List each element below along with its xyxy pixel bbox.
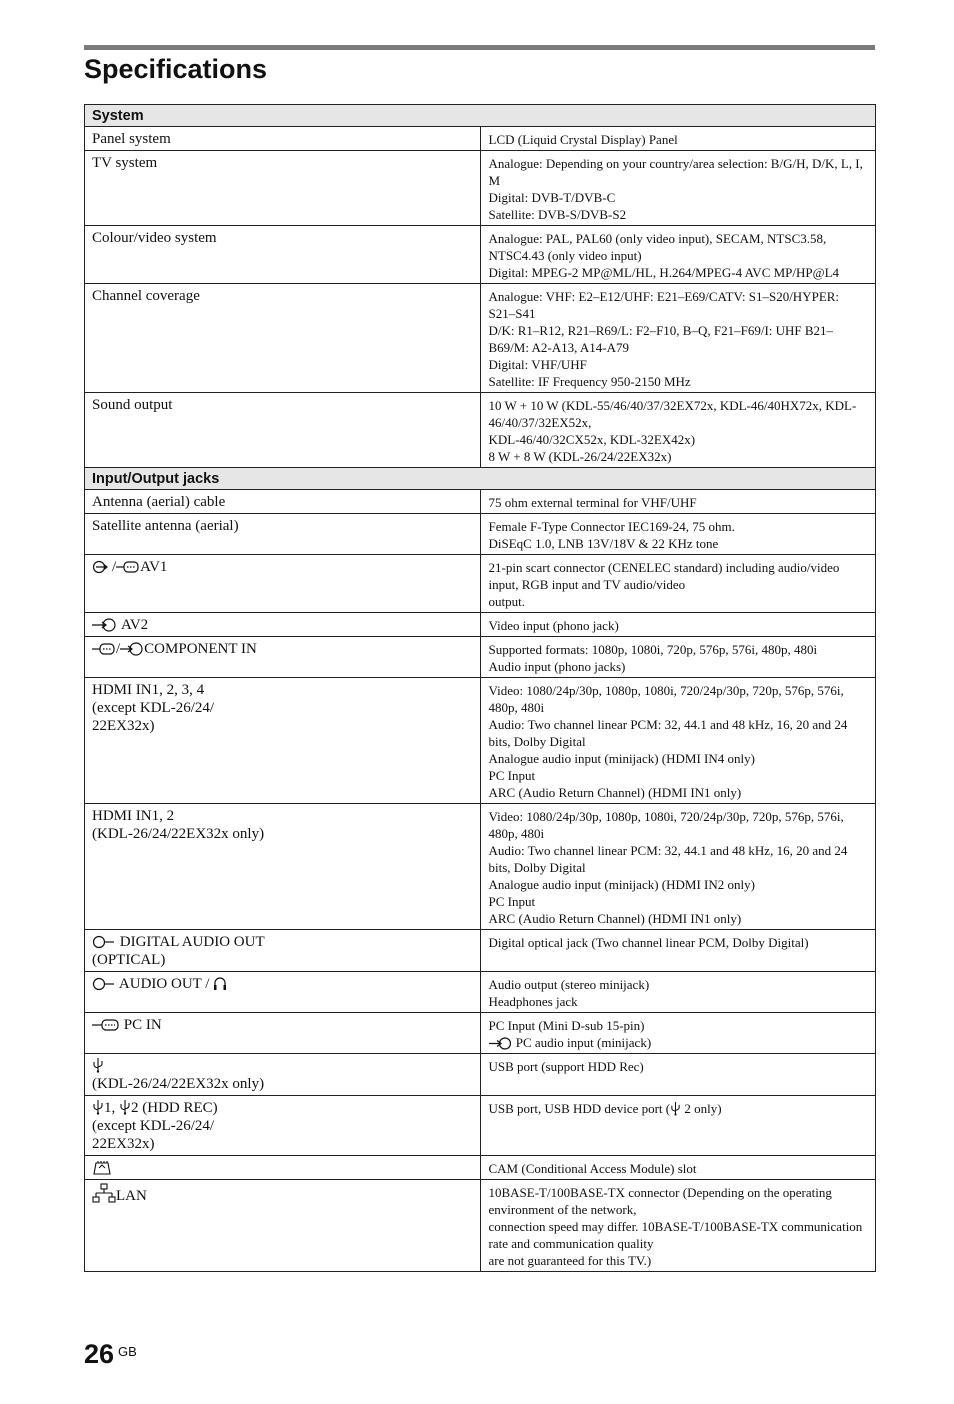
spec-value xyxy=(480,1096,876,1156)
input-output-jack-icon xyxy=(92,560,112,574)
usb-icon xyxy=(670,1101,681,1116)
table-row xyxy=(85,1156,876,1180)
value-text: USB port, USB HDD device port ( xyxy=(488,1101,671,1116)
value-line: output. xyxy=(488,594,525,609)
label-text: 2 (HDD REC) xyxy=(131,1100,218,1116)
value-line: 10 W + 10 W (KDL-55/46/40/37/32EX72x, KDL-46/40HX72x, KDL-46/40/37/32EX52x, xyxy=(488,398,857,430)
spec-value: LCD (Liquid Crystal Display) Panel xyxy=(480,127,876,151)
label-line: (except KDL-26/24/ xyxy=(92,700,215,716)
value-line: 10BASE-T/100BASE-TX connector (Depending on the operating environment of the network, xyxy=(488,1185,832,1217)
table-row xyxy=(85,490,876,514)
table-row xyxy=(85,678,876,804)
table-row xyxy=(85,226,876,284)
output-jack-icon xyxy=(92,977,116,991)
spec-label xyxy=(85,804,481,930)
label-line: (OPTICAL) xyxy=(92,952,166,968)
spec-value xyxy=(480,1180,876,1272)
spec-label xyxy=(85,1013,481,1054)
table-row xyxy=(85,1054,876,1096)
value-line: are not guaranteed for this TV.) xyxy=(488,1253,652,1268)
value-line: Audio output (stereo minijack) xyxy=(488,977,650,992)
spec-label xyxy=(85,1156,481,1180)
spec-value xyxy=(480,555,876,613)
label-line: (except KDL-26/24/ xyxy=(92,1118,215,1134)
label-separator: / xyxy=(112,559,117,575)
spec-value xyxy=(480,393,876,468)
label-line: 22EX32x) xyxy=(92,1136,155,1152)
value-line: Satellite: IF Frequency 950-2150 MHz xyxy=(488,374,691,389)
section-heading: System xyxy=(85,105,876,127)
spec-value xyxy=(480,514,876,555)
spec-value xyxy=(480,151,876,226)
value-line xyxy=(489,1034,870,1051)
spec-value xyxy=(480,1013,876,1054)
table-row xyxy=(85,637,876,678)
value-text: PC audio input (minijack) xyxy=(512,1035,652,1050)
spec-label: Sound output xyxy=(85,393,481,468)
headphones-icon xyxy=(213,976,227,991)
label-text: AV2 xyxy=(120,617,149,633)
spec-label xyxy=(85,1054,481,1096)
label-separator: / xyxy=(116,641,121,657)
label-line xyxy=(92,1099,474,1117)
label-line: (KDL-26/24/22EX32x only) xyxy=(92,1076,265,1092)
table-row xyxy=(85,972,876,1013)
label-line: HDMI IN1, 2, 3, 4 xyxy=(92,682,205,698)
label-line: HDMI IN1, 2 xyxy=(92,808,175,824)
table-row xyxy=(85,930,876,972)
top-rule xyxy=(84,45,875,50)
value-line: connection speed may differ. 10BASE-T/100BASE-TX communication rate and communication quality xyxy=(488,1219,863,1251)
cam-slot-icon xyxy=(92,1160,112,1175)
value-line: Audio input (phono jacks) xyxy=(488,659,626,674)
usb-icon xyxy=(119,1099,131,1115)
value-text: 2 only) xyxy=(681,1101,722,1116)
value-line: Analogue: VHF: E2–E12/UHF: E21–E69/CATV: S1–S20/HYPER: S21–S41 xyxy=(488,289,840,321)
network-icon xyxy=(92,1183,116,1203)
spec-value: 75 ohm external terminal for VHF/UHF xyxy=(480,490,876,514)
value-line: Analogue audio input (minijack) (HDMI IN2 only) xyxy=(488,877,755,892)
value-line: PC Input xyxy=(488,768,536,783)
spec-label: Satellite antenna (aerial) xyxy=(85,514,481,555)
value-line: Audio: Two channel linear PCM: 32, 44.1 and 48 kHz, 16, 20 and 24 bits, Dolby Digital xyxy=(488,717,848,749)
table-row xyxy=(85,613,876,637)
spec-value xyxy=(480,226,876,284)
value-line: 21-pin scart connector (CENELEC standard) including audio/video input, RGB input and TV audio/video xyxy=(488,560,840,592)
label-text: PC IN xyxy=(120,1017,162,1033)
label-line: 22EX32x) xyxy=(92,718,155,734)
spec-label: Channel coverage xyxy=(85,284,481,393)
label-text: 1, xyxy=(104,1100,119,1116)
page-number: 26 xyxy=(84,1339,115,1369)
value-line: PC Input xyxy=(488,894,536,909)
spec-value: CAM (Conditional Access Module) slot xyxy=(480,1156,876,1180)
spec-value xyxy=(480,284,876,393)
spec-value: USB port (support HDD Rec) xyxy=(480,1054,876,1096)
label-text: LAN xyxy=(116,1188,147,1204)
value-line: Analogue: Depending on your country/area selection: B/G/H, D/K, L, I, M xyxy=(488,156,863,188)
value-line: Video: 1080/24p/30p, 1080p, 1080i, 720/24p/30p, 720p, 576p, 576i, 480p, 480i xyxy=(488,683,844,715)
table-row xyxy=(85,804,876,930)
table-row xyxy=(85,555,876,613)
value-line: ARC (Audio Return Channel) (HDMI IN1 only) xyxy=(488,785,742,800)
value-line: Digital: VHF/UHF xyxy=(488,357,587,372)
spec-label: Antenna (aerial) cable xyxy=(85,490,481,514)
spec-value: Digital optical jack (Two channel linear PCM, Dolby Digital) xyxy=(480,930,876,972)
spec-label xyxy=(85,930,481,972)
value-line: KDL-46/40/32CX52x, KDL-32EX42x) xyxy=(488,432,696,447)
spec-label xyxy=(85,678,481,804)
table-row xyxy=(85,284,876,393)
specifications-table xyxy=(84,104,876,1272)
label-line xyxy=(92,1057,474,1075)
audio-input-icon xyxy=(489,1037,513,1050)
spec-label xyxy=(85,1096,481,1156)
spec-value: Video input (phono jack) xyxy=(480,613,876,637)
value-line: Audio: Two channel linear PCM: 32, 44.1 and 48 kHz, 16, 20 and 24 bits, Dolby Digital xyxy=(488,843,848,875)
value-line: 8 W + 8 W (KDL-26/24/22EX32x) xyxy=(488,449,672,464)
value-line: DiSEqC 1.0, LNB 13V/18V & 22 KHz tone xyxy=(488,536,719,551)
region-code: GB xyxy=(118,1344,137,1359)
spec-label: Colour/video system xyxy=(85,226,481,284)
table-row xyxy=(85,514,876,555)
table-row xyxy=(85,1096,876,1156)
value-line: Digital: DVB-T/DVB-C xyxy=(488,190,616,205)
spec-label xyxy=(85,637,481,678)
label-text: DIGITAL AUDIO OUT xyxy=(116,934,265,950)
value-line: Female F-Type Connector IEC169-24, 75 ohm. xyxy=(488,519,735,534)
value-line: Video: 1080/24p/30p, 1080p, 1080i, 720/24p/30p, 720p, 576p, 576i, 480p, 480i xyxy=(488,809,844,841)
rgb-input-icon xyxy=(116,560,140,574)
spec-value xyxy=(480,804,876,930)
usb-icon xyxy=(92,1057,104,1073)
video-input-icon xyxy=(92,618,118,632)
value-line: Digital: MPEG-2 MP@ML/HL, H.264/MPEG-4 AVC MP/HP@L4 xyxy=(488,265,840,280)
section-heading: Input/Output jacks xyxy=(85,468,876,490)
video-input-icon xyxy=(120,642,144,656)
page-title: Specifications xyxy=(84,54,268,84)
spec-label xyxy=(85,1180,481,1272)
spec-value xyxy=(480,972,876,1013)
spec-value xyxy=(480,637,876,678)
usb-icon xyxy=(92,1099,104,1115)
spec-value xyxy=(480,678,876,804)
pc-input-icon xyxy=(92,1018,120,1032)
value-line: D/K: R1–R12, R21–R69/L: F2–F10, B–Q, F21–F69/I: UHF B21–B69/M: A2-A13, A14-A79 xyxy=(488,323,834,355)
value-line: ARC (Audio Return Channel) (HDMI IN1 only) xyxy=(488,911,742,926)
value-line: PC Input (Mini D-sub 15-pin) xyxy=(488,1018,645,1033)
value-line: Headphones jack xyxy=(488,994,578,1009)
label-line: (KDL-26/24/22EX32x only) xyxy=(92,826,265,842)
spec-label xyxy=(85,613,481,637)
spec-label xyxy=(85,555,481,613)
spec-label xyxy=(85,972,481,1013)
section-header-input-output xyxy=(85,468,876,490)
value-line: Supported formats: 1080p, 1080i, 720p, 576p, 576i, 480p, 480i xyxy=(488,642,818,657)
spec-label: Panel system xyxy=(85,127,481,151)
label-text: AUDIO OUT / xyxy=(116,976,214,992)
table-row xyxy=(85,1180,876,1272)
spec-label: TV system xyxy=(85,151,481,226)
table-row xyxy=(85,1013,876,1054)
label-line xyxy=(92,933,474,951)
output-jack-icon xyxy=(92,935,116,949)
value-line: Satellite: DVB-S/DVB-S2 xyxy=(488,207,627,222)
table-row xyxy=(85,393,876,468)
label-text: COMPONENT IN xyxy=(144,641,257,657)
rgb-input-icon xyxy=(92,642,116,656)
table-row xyxy=(85,127,876,151)
label-text: AV1 xyxy=(140,559,168,575)
table-row xyxy=(85,151,876,226)
value-line: Analogue audio input (minijack) (HDMI IN4 only) xyxy=(488,751,755,766)
section-header-system xyxy=(85,105,876,127)
value-line: Analogue: PAL, PAL60 (only video input), SECAM, NTSC3.58, NTSC4.43 (only video input) xyxy=(488,231,827,263)
